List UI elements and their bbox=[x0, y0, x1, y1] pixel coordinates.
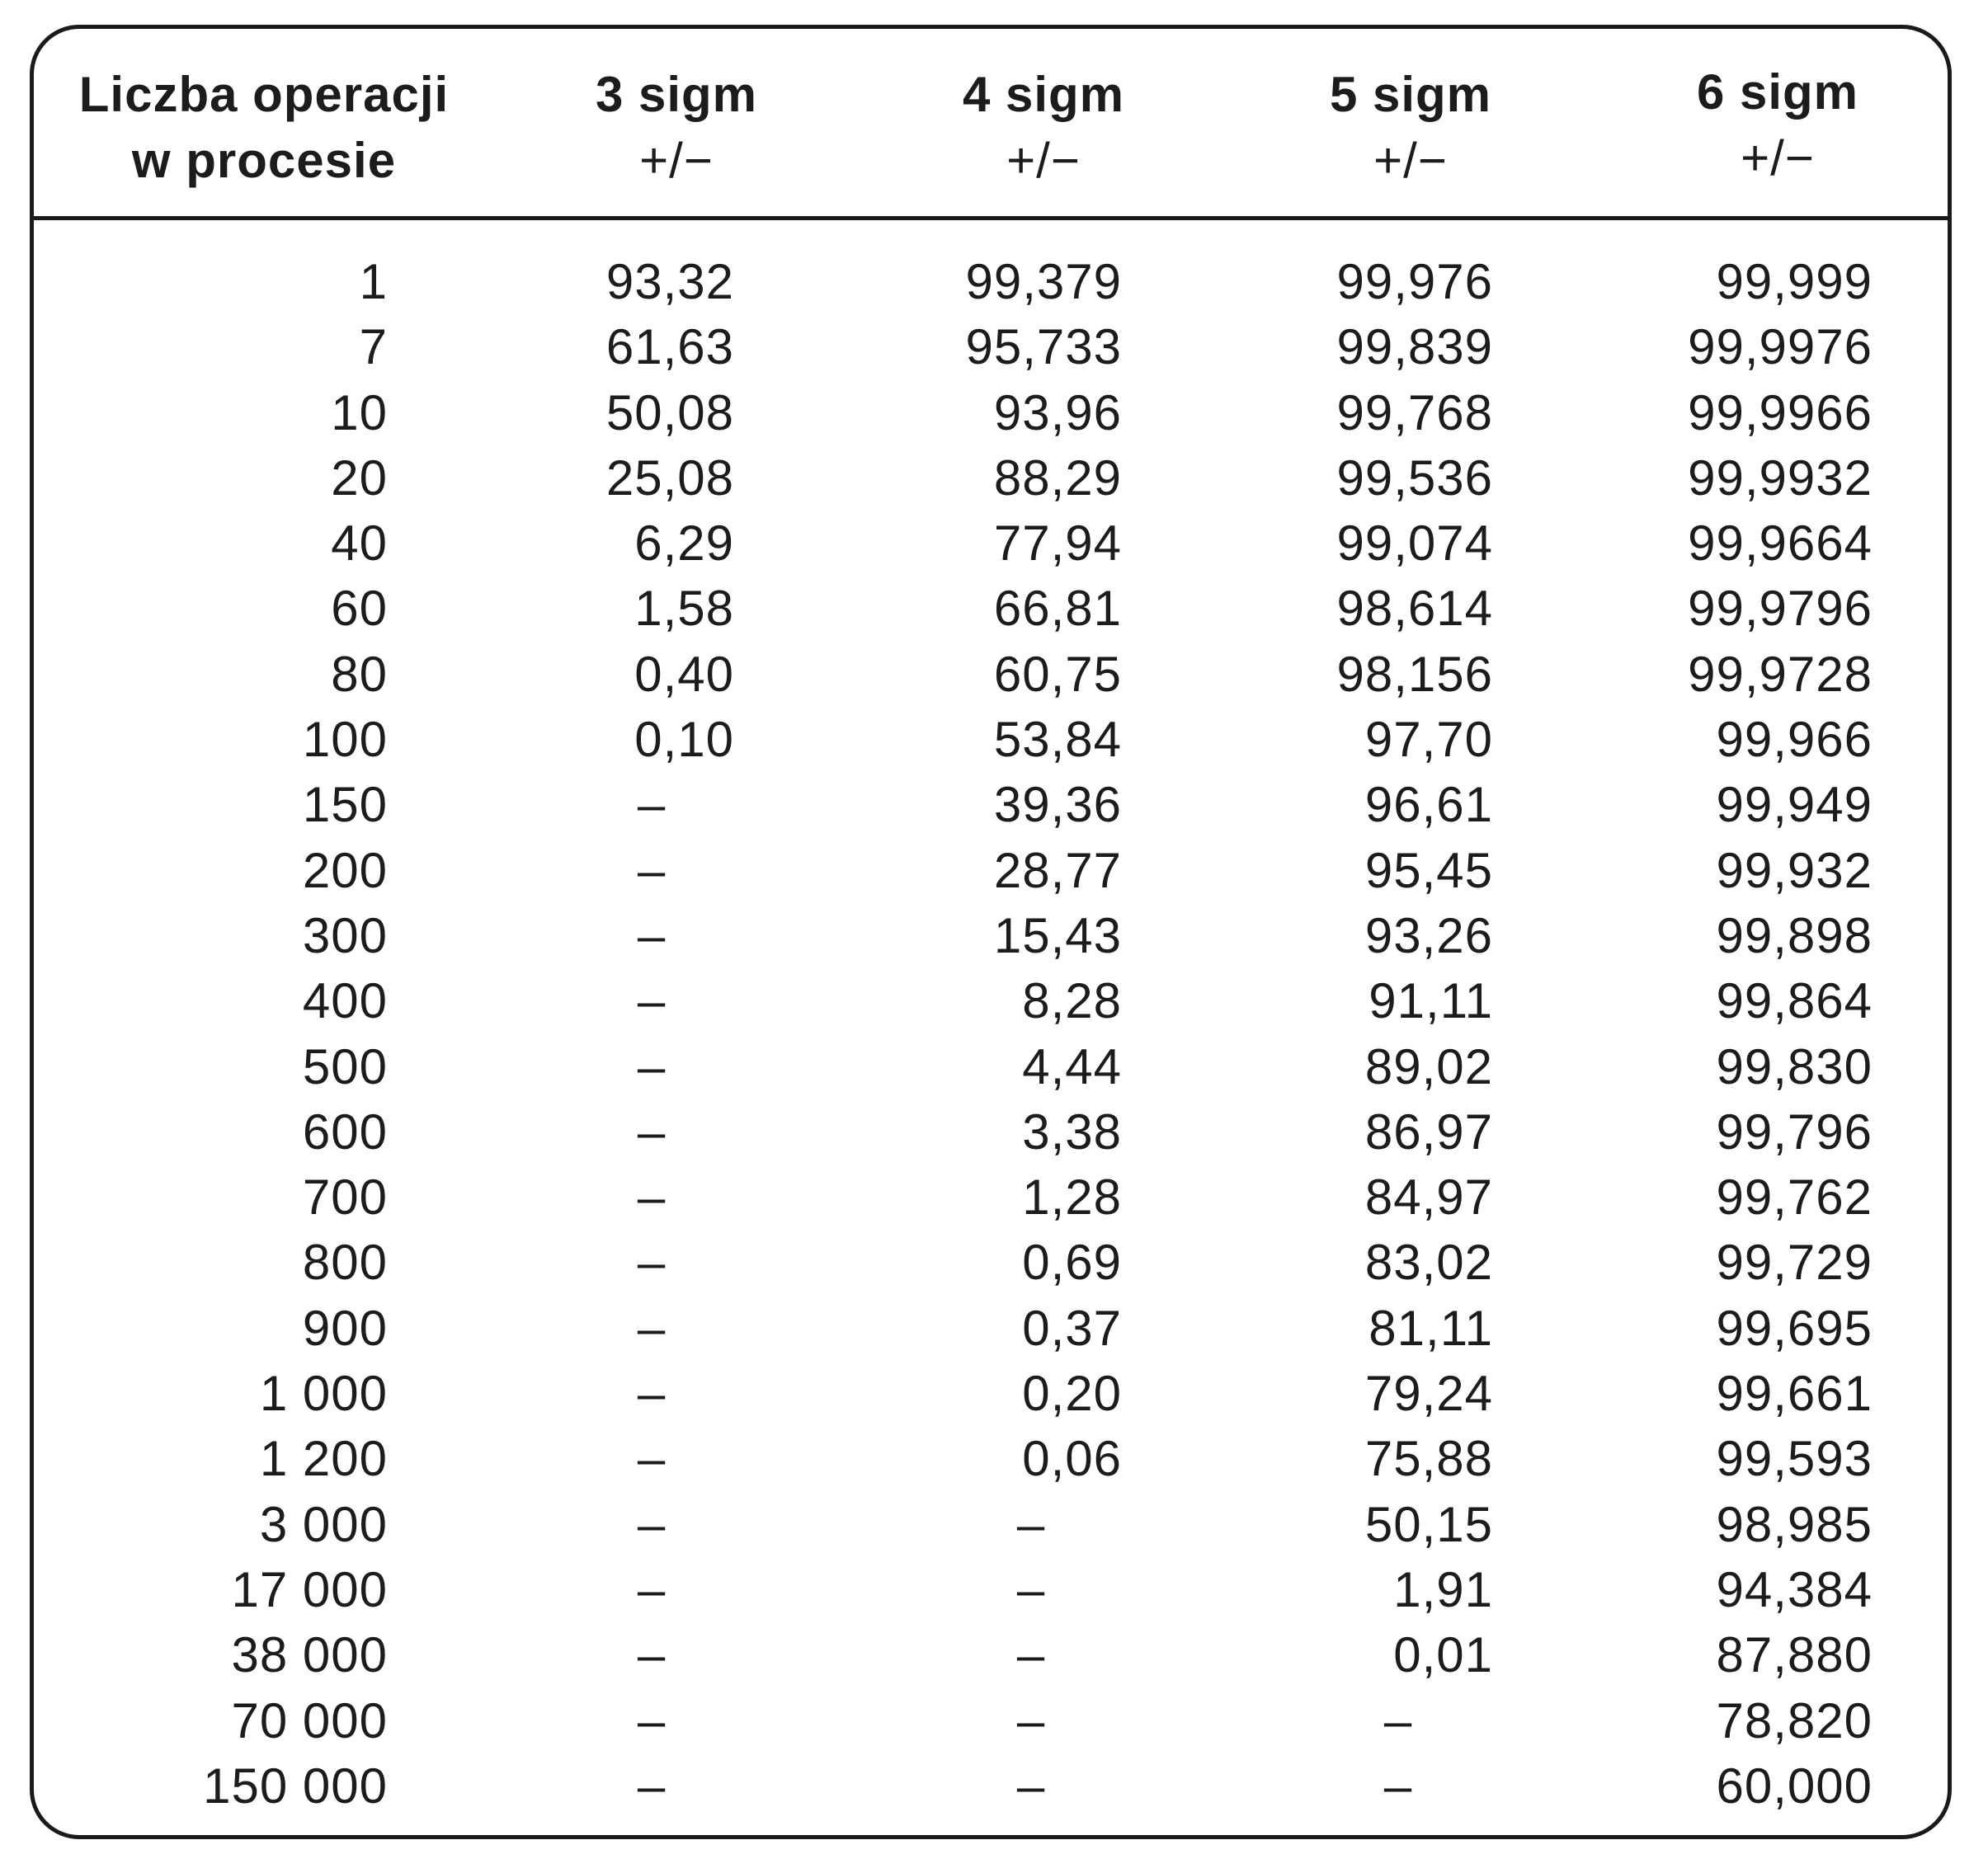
header-divider bbox=[30, 216, 1952, 220]
table-cell-sigma6: 87,880 bbox=[1716, 1627, 1873, 1683]
table-cell-sigma3: 50,08 bbox=[605, 384, 734, 440]
table-cell-operations: 500 bbox=[302, 1038, 388, 1094]
table-cell-sigma6: 94,384 bbox=[1716, 1561, 1873, 1617]
header-operations bbox=[66, 62, 462, 194]
header-sigma5 bbox=[1291, 62, 1530, 194]
table-cell-sigma4: 4,44 bbox=[1022, 1038, 1122, 1094]
table-cell-sigma3: – bbox=[637, 1169, 667, 1226]
table-cell-sigma5: 96,61 bbox=[1364, 777, 1493, 833]
table-cell-sigma4: 60,75 bbox=[993, 646, 1122, 702]
table-cell-sigma3: – bbox=[637, 907, 667, 963]
table-cell-sigma4: 77,94 bbox=[993, 515, 1122, 572]
table-cell-operations: 1 bbox=[359, 254, 388, 309]
table-cell-sigma3: – bbox=[637, 1627, 667, 1683]
column-sigma6 bbox=[1675, 249, 1873, 1819]
table-cell-sigma5: 99,536 bbox=[1336, 449, 1493, 506]
table-cell-sigma4: 93,96 bbox=[993, 384, 1122, 440]
table-cell-sigma5: 75,88 bbox=[1364, 1431, 1493, 1487]
table-cell-sigma5: 99,768 bbox=[1336, 384, 1493, 440]
table-cell-sigma6: 99,729 bbox=[1716, 1235, 1873, 1291]
table-cell-sigma3: – bbox=[637, 1496, 667, 1552]
table-cell-sigma6: 60,000 bbox=[1716, 1758, 1873, 1814]
table-cell-sigma5: 83,02 bbox=[1364, 1235, 1493, 1291]
table-cell-sigma5: 98,614 bbox=[1336, 581, 1493, 637]
table-cell-sigma5: – bbox=[1383, 1692, 1413, 1748]
table-cell-sigma6: 99,830 bbox=[1716, 1038, 1873, 1094]
table-cell-operations: 40 bbox=[331, 515, 388, 572]
header-operations-line1: Liczba operacji bbox=[78, 67, 450, 122]
table-cell-sigma4: 66,81 bbox=[993, 581, 1122, 637]
table-cell-sigma6: 99,932 bbox=[1716, 842, 1873, 898]
table-cell-sigma5: 97,70 bbox=[1364, 712, 1493, 768]
table-cell-operations: 1 000 bbox=[259, 1366, 388, 1422]
table-cell-sigma4: 95,733 bbox=[965, 319, 1122, 375]
table-cell-sigma5: 91,11 bbox=[1369, 973, 1493, 1029]
column-sigma4 bbox=[940, 249, 1122, 1819]
table-cell-sigma6: 99,593 bbox=[1716, 1431, 1873, 1487]
table-cell-operations: 7 bbox=[359, 319, 388, 375]
header-sigma6-line2: +/− bbox=[1741, 130, 1815, 186]
table-cell-sigma6: 99,966 bbox=[1716, 712, 1873, 768]
header-sigma6 bbox=[1658, 59, 1897, 191]
table-cell-sigma3: – bbox=[637, 973, 667, 1029]
table-cell-sigma6: 99,796 bbox=[1716, 1104, 1873, 1160]
table-cell-sigma6: 99,9728 bbox=[1688, 646, 1873, 702]
table-cell-sigma3: – bbox=[637, 1104, 667, 1160]
table-cell-sigma3: 25,08 bbox=[605, 449, 734, 506]
table-cell-sigma4: 15,43 bbox=[993, 907, 1122, 963]
table-cell-sigma4: 28,77 bbox=[993, 842, 1122, 898]
table-cell-sigma3: 93,32 bbox=[605, 254, 734, 309]
table-cell-sigma3: – bbox=[637, 1366, 667, 1422]
table-cell-operations: 60 bbox=[331, 581, 388, 637]
table-cell-sigma6: 99,9932 bbox=[1688, 449, 1873, 506]
table-cell-sigma3: – bbox=[637, 1038, 667, 1094]
table-cell-sigma6: 98,985 bbox=[1716, 1496, 1873, 1552]
table-cell-operations: 600 bbox=[302, 1104, 388, 1160]
table-cell-sigma5: 0,01 bbox=[1393, 1627, 1493, 1683]
table-cell-sigma6: 99,898 bbox=[1716, 907, 1873, 963]
table-cell-sigma5: 79,24 bbox=[1364, 1366, 1493, 1422]
table-cell-sigma3: – bbox=[637, 1692, 667, 1748]
table-cell-sigma3: – bbox=[637, 777, 667, 833]
table-cell-sigma5: 89,02 bbox=[1364, 1038, 1493, 1094]
table-cell-sigma5: 81,11 bbox=[1369, 1300, 1493, 1356]
table-cell-sigma4: 3,38 bbox=[1022, 1104, 1122, 1160]
table-cell-operations: 700 bbox=[302, 1169, 388, 1226]
table-cell-sigma5: 99,074 bbox=[1336, 515, 1493, 572]
table-cell-sigma5: 84,97 bbox=[1364, 1169, 1493, 1226]
table-cell-operations: 17 000 bbox=[231, 1561, 388, 1617]
table-cell-sigma4: 1,28 bbox=[1022, 1169, 1122, 1226]
table-cell-operations: 200 bbox=[302, 842, 388, 898]
table-cell-sigma4: 88,29 bbox=[993, 449, 1122, 506]
table-cell-operations: 70 000 bbox=[231, 1692, 388, 1748]
table-cell-sigma5: 99,976 bbox=[1336, 254, 1493, 309]
table-cell-operations: 20 bbox=[331, 449, 388, 506]
table-cell-sigma3: – bbox=[637, 842, 667, 898]
table-cell-operations: 38 000 bbox=[231, 1627, 388, 1683]
table-cell-sigma4: 53,84 bbox=[993, 712, 1122, 768]
table-cell-sigma5: 50,15 bbox=[1364, 1496, 1493, 1552]
table-cell-sigma6: 99,999 bbox=[1716, 254, 1873, 309]
header-sigma6-line1: 6 sigm bbox=[1696, 64, 1859, 120]
table-cell-sigma5: 93,26 bbox=[1364, 907, 1493, 963]
table-cell-operations: 100 bbox=[302, 712, 388, 768]
table-cell-sigma4: 0,69 bbox=[1022, 1235, 1122, 1291]
table-cell-sigma6: 99,661 bbox=[1716, 1366, 1873, 1422]
table-cell-operations: 80 bbox=[331, 646, 388, 702]
table-cell-operations: 400 bbox=[302, 973, 388, 1029]
table-cell-sigma5: 95,45 bbox=[1364, 842, 1493, 898]
column-sigma3 bbox=[569, 249, 734, 1819]
table-cell-sigma5: – bbox=[1383, 1758, 1413, 1814]
header-sigma3-line1: 3 sigm bbox=[595, 67, 758, 122]
header-sigma4 bbox=[924, 62, 1163, 194]
header-sigma3 bbox=[561, 62, 792, 194]
column-sigma5 bbox=[1303, 249, 1493, 1819]
table-cell-sigma3: – bbox=[637, 1300, 667, 1356]
table-cell-sigma6: 99,9796 bbox=[1688, 581, 1873, 637]
table-cell-operations: 300 bbox=[302, 907, 388, 963]
table-cell-operations: 150 bbox=[302, 777, 388, 833]
table-cell-sigma6: 99,9664 bbox=[1688, 515, 1873, 572]
table-cell-operations: 150 000 bbox=[203, 1758, 388, 1814]
table-cell-sigma4: – bbox=[1016, 1496, 1046, 1552]
table-cell-operations: 900 bbox=[302, 1300, 388, 1356]
table-cell-sigma3: 0,10 bbox=[634, 712, 734, 768]
table-cell-sigma3: – bbox=[637, 1235, 667, 1291]
table-cell-sigma3: – bbox=[637, 1431, 667, 1487]
table-cell-sigma6: 78,820 bbox=[1716, 1692, 1873, 1748]
column-operations bbox=[115, 249, 388, 1819]
table-cell-sigma3: 61,63 bbox=[605, 319, 734, 375]
table-cell-sigma6: 99,695 bbox=[1716, 1300, 1873, 1356]
table-cell-sigma6: 99,9966 bbox=[1688, 384, 1873, 440]
table-cell-operations: 800 bbox=[302, 1235, 388, 1291]
table-cell-sigma5: 86,97 bbox=[1364, 1104, 1493, 1160]
table-cell-sigma4: 8,28 bbox=[1022, 973, 1122, 1029]
header-operations-line2: w procesie bbox=[131, 133, 397, 188]
table-cell-sigma4: – bbox=[1016, 1758, 1046, 1814]
table-cell-sigma6: 99,9976 bbox=[1688, 319, 1873, 375]
table-cell-sigma3: 6,29 bbox=[634, 515, 734, 572]
table-cell-sigma4: 0,37 bbox=[1022, 1300, 1122, 1356]
table-cell-sigma6: 99,762 bbox=[1716, 1169, 1873, 1226]
header-sigma4-line2: +/− bbox=[1006, 133, 1081, 188]
table-cell-sigma4: 39,36 bbox=[993, 777, 1122, 833]
table-cell-sigma3: 0,40 bbox=[634, 646, 734, 702]
table-cell-sigma6: 99,949 bbox=[1716, 777, 1873, 833]
header-sigma5-line2: +/− bbox=[1373, 133, 1448, 188]
table-cell-sigma5: 98,156 bbox=[1336, 646, 1493, 702]
table-cell-sigma3: 1,58 bbox=[634, 581, 734, 637]
header-sigma3-line2: +/− bbox=[639, 133, 714, 188]
table-cell-sigma5: 1,91 bbox=[1393, 1561, 1493, 1617]
table-cell-sigma4: – bbox=[1016, 1692, 1046, 1748]
table-cell-sigma3: – bbox=[637, 1758, 667, 1814]
table-cell-operations: 10 bbox=[331, 384, 388, 440]
table-cell-sigma4: – bbox=[1016, 1627, 1046, 1683]
table-cell-operations: 1 200 bbox=[259, 1431, 388, 1487]
header-sigma4-line1: 4 sigm bbox=[962, 67, 1125, 122]
table-cell-sigma4: 99,379 bbox=[965, 254, 1122, 309]
header-sigma5-line1: 5 sigm bbox=[1329, 67, 1492, 122]
table-cell-operations: 3 000 bbox=[259, 1496, 388, 1552]
table-cell-sigma6: 99,864 bbox=[1716, 973, 1873, 1029]
table-cell-sigma4: 0,20 bbox=[1022, 1366, 1122, 1422]
table-cell-sigma3: – bbox=[637, 1561, 667, 1617]
table-cell-sigma4: 0,06 bbox=[1022, 1431, 1122, 1487]
table-cell-sigma4: – bbox=[1016, 1561, 1046, 1617]
table-cell-sigma5: 99,839 bbox=[1336, 319, 1493, 375]
